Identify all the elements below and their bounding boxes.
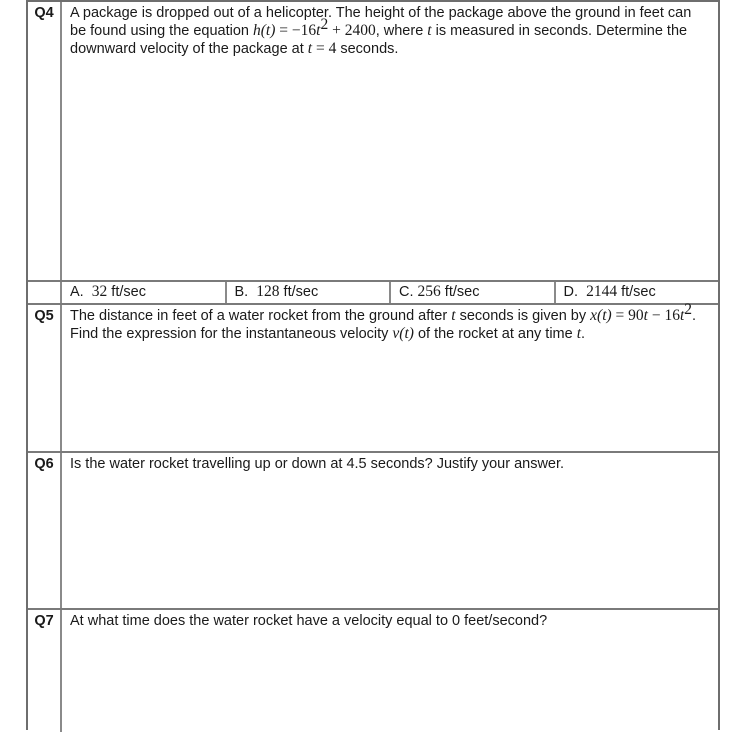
- question-row-q7: [28, 608, 718, 732]
- worksheet-table: [26, 0, 720, 730]
- question-row-q6: [28, 451, 718, 608]
- question-number: Q6: [28, 453, 62, 608]
- choice-b[interactable]: B. 128 ft/sec: [227, 282, 392, 303]
- question-text: The distance in feet of a water rocket from the ground after t seconds is given by $x(t) = 90t - 16t^2$. Find the expression for the instantaneous velocity v(t) of the rocket at any time t.: [70, 301, 697, 342]
- question-text: A package is dropped out of a helicopter. The height of the package above the ground in feet can be found using the equation $h(t) = -16t^2 + 2400$, where t is measured in seconds. Determine the downward velocity of the package at t = 4 seconds.: [70, 5, 692, 57]
- question-row-q5: [28, 303, 718, 451]
- question-text: Is the water rocket travelling up or down at 4.5 seconds? Justify your answer.: [70, 456, 565, 472]
- choice-c[interactable]: C. 256 ft/sec: [391, 282, 556, 303]
- answer-choices-row: [28, 280, 718, 303]
- choices-number-cell: [28, 282, 62, 303]
- question-row-q4: [28, 2, 718, 280]
- question-number: Q4: [28, 2, 62, 280]
- choice-a[interactable]: A. 32 ft/sec: [62, 282, 227, 303]
- choice-d[interactable]: D. 2144 ft/sec: [563, 283, 656, 300]
- question-number: Q5: [28, 305, 62, 451]
- question-text: At what time does the water rocket have a velocity equal to 0 feet/second?: [70, 613, 548, 629]
- question-number: Q7: [28, 610, 62, 732]
